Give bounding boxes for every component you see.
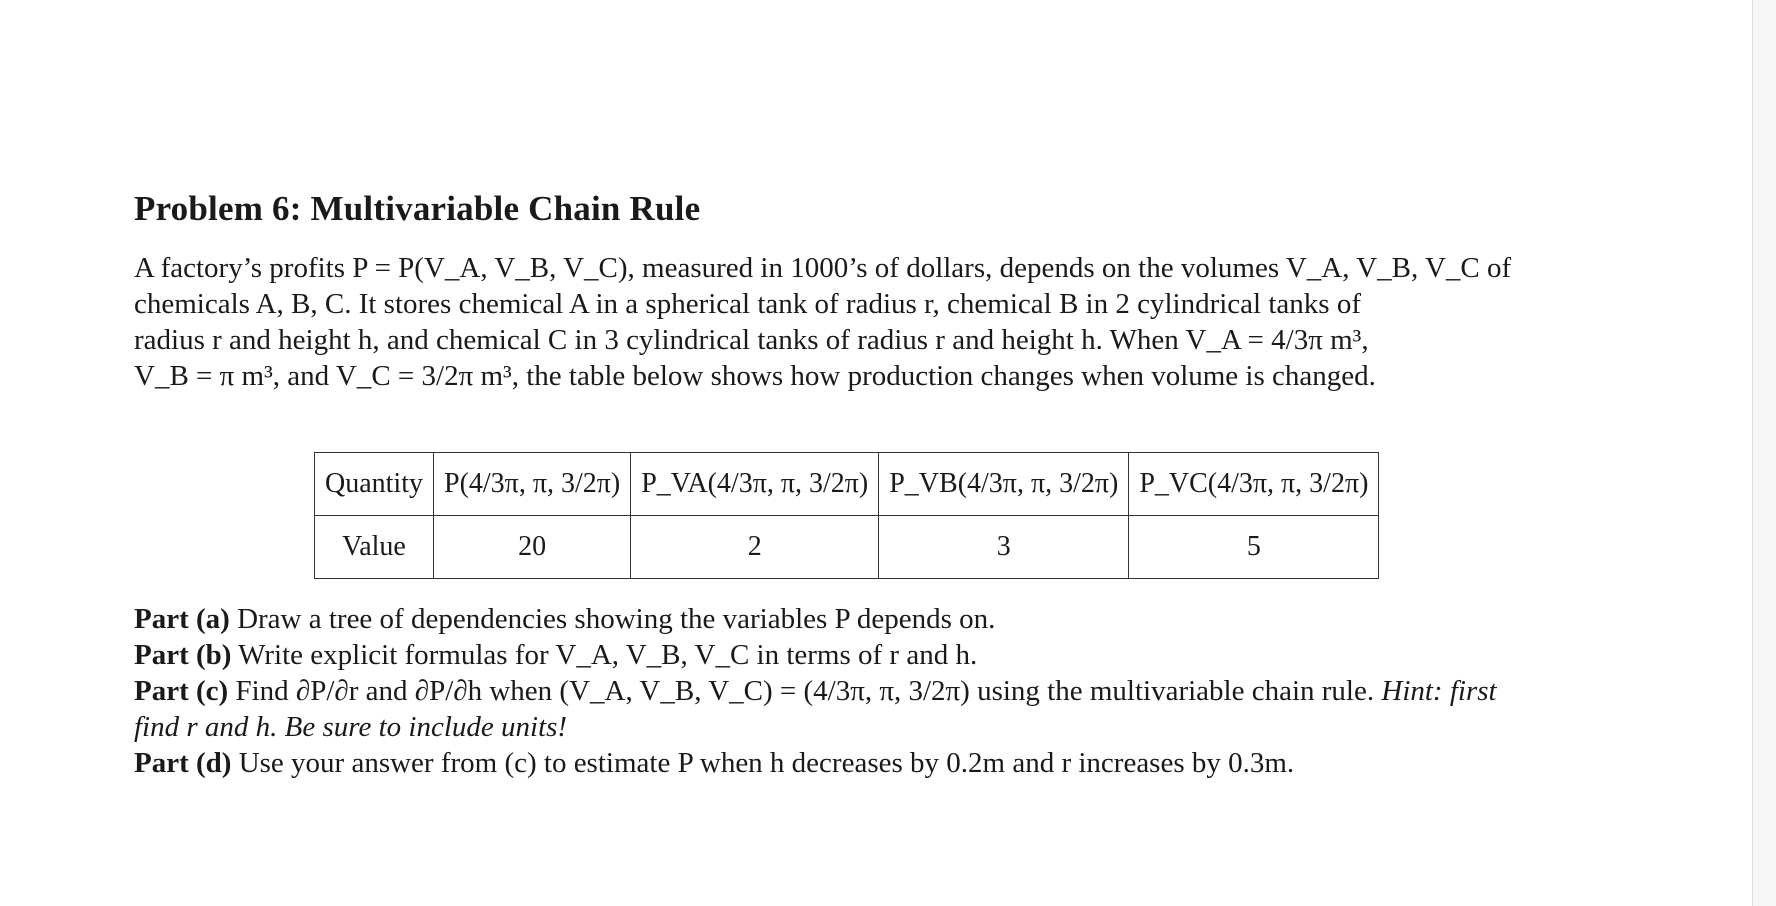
part-d-label: Part (d) [134,747,232,779]
part-c-hint-2: find r and h. Be sure to include units! [134,711,568,743]
header-p-va: P_VA(4/3π, π, 3/2π) [631,453,879,516]
part-b [134,637,1544,673]
header-p: P(4/3π, π, 3/2π) [434,453,631,516]
part-c [134,673,1544,709]
statement-line-2: chemicals A, B, C. It stores chemical A in a spherical tank of radius r, chemical B in 2 cylindrical tanks of [134,288,1361,320]
part-c-text: Find ∂P/∂r and ∂P/∂h when (V_A, V_B, V_C) = (4/3π, π, 3/2π) using the multivariable chain rule. [235,675,1375,707]
value-p: 20 [434,516,631,579]
problem-title: Problem 6: Multivariable Chain Rule [134,189,701,228]
part-a [134,601,1544,637]
statement-line-3: radius r and height h, and chemical C in 3 cylindrical tanks of radius r and height h. When V_A = 4/3π m³, [134,324,1369,356]
part-d [134,745,1544,781]
document-page [134,184,1544,781]
scrollbar-rail[interactable] [1752,0,1776,906]
part-a-label: Part (a) [134,603,230,635]
part-b-text: Write explicit formulas for V_A, V_B, V_C in terms of r and h. [238,639,978,671]
row-label-value: Value [315,516,434,579]
value-p-va: 2 [631,516,879,579]
statement-line-4: V_B = π m³, and V_C = 3/2π m³, the table below shows how production changes when volume is changed. [134,360,1376,392]
problem-parts [134,601,1544,781]
table-row [315,453,1379,516]
header-p-vb: P_VB(4/3π, π, 3/2π) [879,453,1129,516]
derivative-table-wrapper [314,452,1369,579]
table-row [315,516,1379,579]
value-p-vc: 5 [1129,516,1379,579]
part-b-label: Part (b) [134,639,232,671]
header-p-vc: P_VC(4/3π, π, 3/2π) [1129,453,1379,516]
problem-statement [134,250,1544,394]
header-quantity: Quantity [315,453,434,516]
statement-line-1: A factory’s profits P = P(V_A, V_B, V_C), measured in 1000’s of dollars, depends on the volumes V_A, V_B, V_C of [134,252,1512,284]
part-c-label: Part (c) [134,675,229,707]
part-a-text: Draw a tree of dependencies showing the variables P depends on. [237,603,996,635]
part-c-hint-1: Hint: first [1381,675,1497,707]
derivative-table [314,452,1379,579]
value-p-vb: 3 [879,516,1129,579]
part-d-text: Use your answer from (c) to estimate P when h decreases by 0.2m and r increases by 0.3m. [238,747,1295,779]
